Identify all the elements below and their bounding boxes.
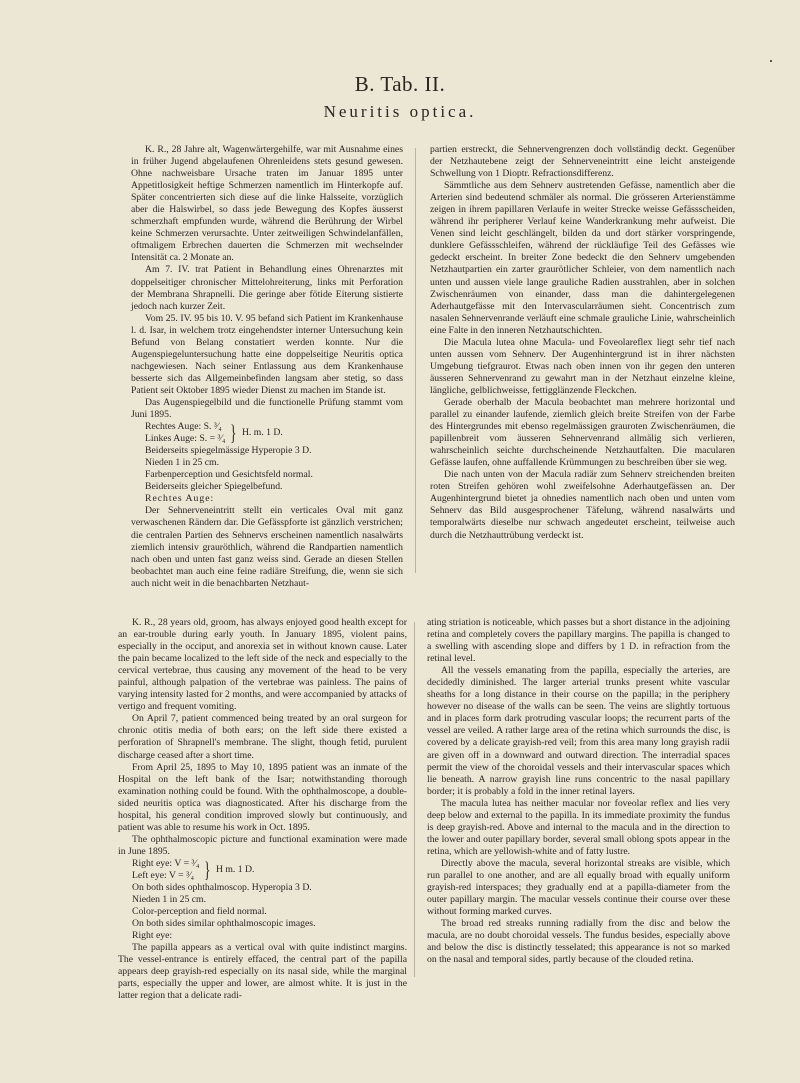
print-speck	[770, 60, 772, 62]
finding-line: On both sides similar ophthalmoscopic images.	[132, 918, 316, 930]
paragraph: The broad red streaks running radially from the disc and below the macula, are no doubt choroidal vessels. The fundus besides, especially above and below the disc is distinctly tesselated; this appearance is not so marked on the nasal and temporal sides, partly because of the clouded retina.	[427, 918, 730, 966]
german-left-column	[131, 144, 403, 590]
finding-line: Nieden 1 in 25 cm.	[132, 894, 206, 906]
section-heading: Rechtes Auge:	[145, 493, 215, 505]
finding-line: Beiderseits spiegelmässige Hyperopie 3 D.	[145, 445, 312, 457]
english-right-column	[427, 617, 730, 966]
finding-line: Beiderseits gleicher Spiegelbefund.	[145, 481, 283, 493]
paragraph: K. R., 28 years old, groom, has always enjoyed good health except for an ear-trouble during early youth. In January 1895, violent pains, especially in the occiput, and anorexia set in without known cause. Later the pain became localized to the left side of the neck and especially to the cervical vertebrae, thus causing any movement of the head to be very painful, although palpation of the vertebrae was painless. The pains of varying intensity lasted for 2 months, and were accompanied by attacks of vertigo and frequent vomiting.	[118, 617, 407, 713]
paragraph: From April 25, 1895 to May 10, 1895 patient was an inmate of the Hospital on the left bank of the Isar; notwithstanding thorough examination nothing could be found. With the ophthalmoscope, a double-sided neuritis optica was diagnosticated. After his discharge from the hospital, his general condition improved slowly but continuously, and patient was able to resume his work in Oct. 1895.	[118, 761, 407, 833]
acuity-result: H. m. 1 D.	[241, 427, 283, 439]
plate-title: B. Tab. II.	[354, 72, 446, 96]
finding-line: Nieden 1 in 25 cm.	[145, 457, 219, 469]
paragraph: Die nach unten von der Macula radiär zum Sehnerv streichenden breiten roten Streifen gehören wohl zweifelsohne Aderhautgefässen an. Der Augenhintergrund bietet ja ohnedies namentlich nach oben und unten vom Sehnerv das Bild ausgesprochener Täfelung, während nasalwärts und temporalwärts dieselbe nur schwach angedeutet erscheint, teilweise auch durch die Netzhauttrübung verdeckt ist.	[430, 469, 735, 541]
visual-acuity-block	[131, 421, 403, 445]
finding-line: On both sides ophthalmoscop. Hyperopia 3 D.	[132, 882, 312, 894]
paragraph: partien erstreckt, die Sehnervengrenzen doch vollständig deckt. Gegenüber der Netzhautebene zeigt der Sehnerveneintritt eine leicht ansteigende Schwellung von 1 Dioptr. Refractionsdifferenz.	[430, 144, 735, 180]
acuity-left: Left eye: V = ³⁄₄	[132, 869, 194, 881]
finding-line: Color-perception and field normal.	[132, 906, 267, 918]
brace-glyph: }	[230, 420, 237, 446]
column-divider	[414, 622, 415, 977]
paragraph: The macula lutea has neither macular nor foveolar reflex and lies very deep below and external to the papilla. In its immediate proximity the fundus is deep grayish-red. Above and internal to the macula and in the direction to the lower and outer papillary border, several small oblong spots appear in the retina, which are yellowish-white and of fatty lustre.	[427, 797, 730, 857]
paragraph: Der Sehnerveneintritt stellt ein verticales Oval mit ganz verwaschenen Rändern dar. Die Gefässpforte ist gänzlich verstrichen; die centralen Partien des Sehnervs erscheinen namentlich nasalwärts ziemlich intensiv grauröthlich, während die Randpartien namentlich nach oben und unten fast ganz weiss sind. Gerade an diesen Stellen beobachtet man auch eine feine radiäre Streifung, die, wenn sie sich auch nicht weit in die benachbarten Netzhaut-	[131, 505, 403, 589]
paragraph: ating striation is noticeable, which passes but a short distance in the adjoining retina and completely covers the papillary margins. The papilla is changed to a swelling with ascending slope and differs by 1 D. in refraction from the retinal level.	[427, 617, 730, 665]
acuity-right: Rechtes Auge: S. ³⁄₄	[145, 421, 222, 433]
paragraph: Die Macula lutea ohne Macula- und Foveolareflex liegt sehr tief nach unten aussen vom Sehnerv. Der Augenhintergrund ist in ihrer nächsten Umgebung tiefgraurot. Etwas nach oben innen von ihr gegen den unteren äusseren Sehnervenrand zu gewahrt man in der Netzhaut einzelne kleine, längliche, gelblichweisse, fettigglänzende Fleckchen.	[430, 336, 735, 396]
visual-acuity-block	[118, 858, 407, 882]
section-heading: Right eye:	[132, 930, 173, 942]
paragraph: On April 7, patient commenced being treated by an oral surgeon for chronic otitis media of both ears; on the left side there existed a perforation of Shrapnell's membrane. The slight, though fetid, purulent discharge ceased after a short time.	[118, 713, 407, 761]
german-right-column	[430, 144, 735, 542]
finding-line: Farbenperception und Gesichtsfeld normal.	[145, 469, 313, 481]
acuity-left: Linkes Auge: S. = ³⁄₄	[145, 433, 226, 445]
paragraph: Am 7. IV. trat Patient in Behandlung eines Ohrenarztes mit doppelseitiger chronischer Mittelohreiterung, links mit Perforation der Membrana Shrapnelli. Die geringe aber fötide Eiterung sistierte jedoch nach kurzer Zeit.	[131, 264, 403, 312]
paragraph: Directly above the macula, several horizontal streaks are visible, which run parallel to one another, and are all equally broad with equally uniform grayish-red interspaces; they gradually end at a papilla-diameter from the outer papillary margin. The macular vessels continue their course over these without forming marked curves.	[427, 857, 730, 918]
paragraph: Vom 25. IV. 95 bis 10. V. 95 befand sich Patient im Krankenhause l. d. Isar, in welchem trotz eingehendster interner Untersuchung kein Befund von Belang constatiert werden konnte. Nur die Augenspiegeluntersuchung hatte eine doppelseitige Neuritis optica nachgewiesen. Nach seiner Entlassung aus dem Krankenhause besserte sich das Allgemeinbefinden langsam aber stetig, so dass Patient seit Oktober 1895 wieder Dienst zu machen im Stande ist.	[131, 312, 403, 396]
column-divider	[415, 148, 416, 573]
paragraph: The papilla appears as a vertical oval with quite indistinct margins. The vessel-entrance is entirely effaced, the central part of the papilla appears deep grayish-red especially on its nasal side, while the marginal parts, especially the upper and lower, are almost white. It is just in the latter region that a delicate radi-	[118, 942, 407, 1002]
english-left-column	[118, 617, 407, 1003]
page-title: Neuritis optica.	[323, 102, 477, 121]
brace-glyph: }	[204, 856, 211, 882]
paragraph: Sämmtliche aus dem Sehnerv austretenden Gefässe, namentlich aber die Arterien sind bedeutend schmäler als normal. Die grösseren Arterienstämme zeigen in ihrem papillaren Verlaufe in weiter Strecke weisse Gefässscheiden, während ihr peripherer Verlauf keine Wanderkrankung mehr aufweist. Die Venen sind leicht geschlängelt, bilden da und dort stärker vorspringende, dunklere Gefässschleifen, während der rückläufige Teil des Gefässes wie gedeckt erscheint. In breiter Zone bedeckt die den Sehnerv umgebenden Netzhautpartien ein zarter graurötlicher Schleier, von dem namentlich nach unten und aussen viele lange grauliche Radien ausstrahlen, aber in solchen Zwischenräumen von einander, dass man die dahintergelegenen Aderhautgefässe mit den Intervascularräumen sieht. Concentrisch zum nasalen Sehnervenrande verläuft eine schmale grauliche Linie, wahrscheinlich eine Falte in den inneren Netzhautschichten.	[430, 180, 735, 336]
paragraph: The ophthalmoscopic picture and functional examination were made in June 1895.	[118, 833, 407, 857]
paragraph: Das Augenspiegelbild und die functionelle Prüfung stammt vom Juni 1895.	[131, 396, 403, 421]
acuity-right: Right eye: V = ³⁄₄	[132, 857, 200, 869]
paragraph: Gerade oberhalb der Macula beobachtet man mehrere horizontal und parallel zu einander laufende, ziemlich gleich breite Streifen von der Farbe des Hintergrundes mit ebenso regelmässigen grauroten Zwischenräumen, die papillenbreit vom äusseren Sehnervenrand allmälig sich verlieren, wahrscheinlich seichte durchscheinende Netzhautfalten. Die macularen Gefässe laufen, ohne auffallende Krümmungen zu beschreiben über sie weg.	[430, 396, 735, 469]
paragraph: All the vessels emanating from the papilla, especially the arteries, are decidedly diminished. The larger arterial trunks present white vascular sheaths for a long distance in their course on the papilla; in the periphery however no disease of the walls can be seen. The veins are slightly tortuous and in places form dark protruding vascular loops; the recurrent parts of the vessel are veiled. A rather large area of the retina which surrounds the disc, is covered by a delicate grayish-red veil; from this area many long grayish radii are given off in a downward and outward direction. The interradial spaces permit the view of the choroidal vessels and their intervascular spaces which lie beneath. A narrow grayish line runs concentric to the nasal papillary border; it is probably a fold in the inner retinal layers.	[427, 665, 730, 797]
acuity-result: H m. 1 D.	[215, 863, 255, 875]
paragraph: K. R., 28 Jahre alt, Wagenwärtergehilfe, war mit Ausnahme eines in früher Jugend abgelaufenen Ohrenleidens stets gesund gewesen. Ohne nachweisbare Ursache traten im Januar 1895 unter Appetitlosigkeit heftige Schmerzen namentlich im Hinterkopfe auf. Später concentrierten sich diese auf die linke Halsseite, vorzüglich aber die Halswirbel, so dass jede Bewegung des Kopfes äusserst schmerzhaft empfunden wurde, während die Berührung der Wirbel keine Schmerzen verursachte. Unter zeitweiligen Schwindelanfällen, oftmaligem Erbrechen dauerten die Schmerzen mit wechselnder Intensität ca. 2 Monate an.	[131, 144, 403, 264]
